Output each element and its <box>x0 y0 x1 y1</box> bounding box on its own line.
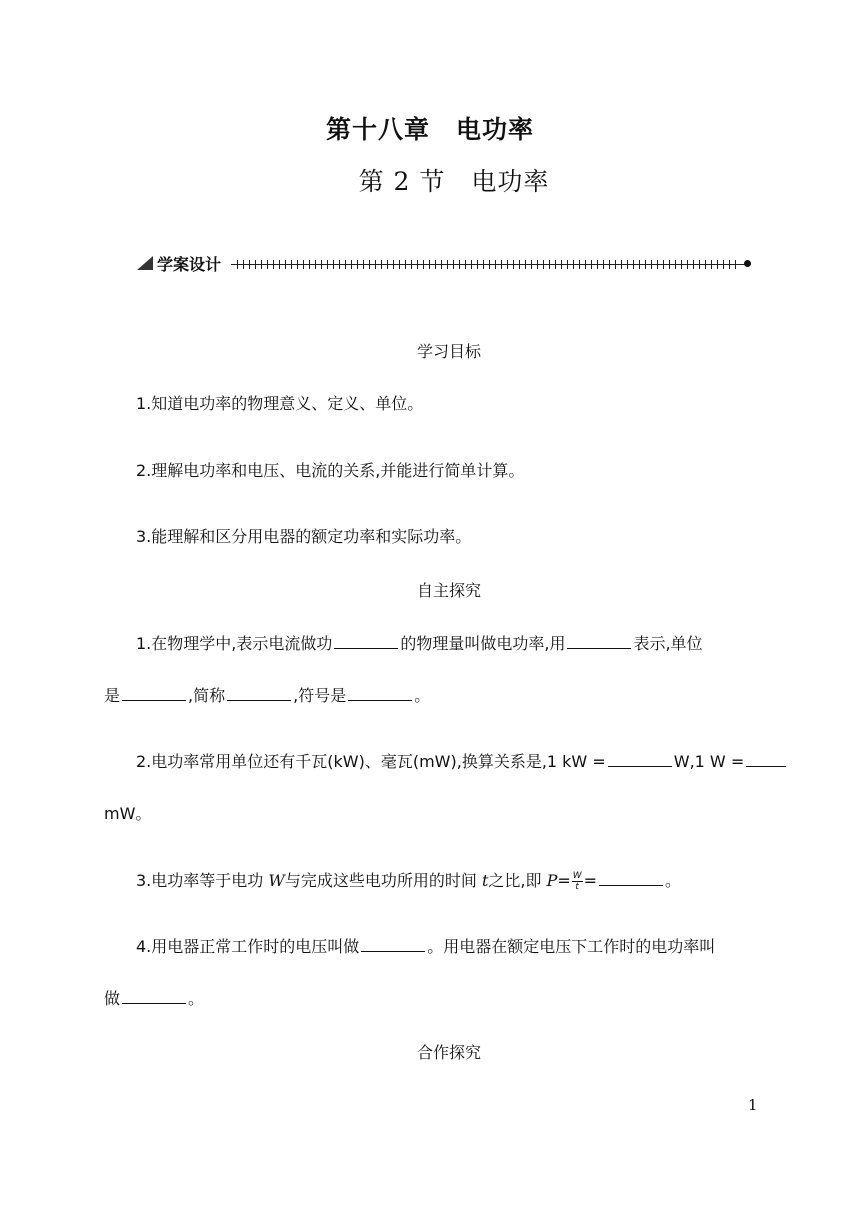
question-2-line-2: mW。 <box>104 804 152 823</box>
section-title: 第 2 节 电功率 <box>358 167 550 196</box>
q1-text-g: 。 <box>414 686 431 705</box>
self-study-heading: 自主探究 <box>416 581 481 600</box>
banner-ticks <box>237 260 741 269</box>
q3-end: 。 <box>665 871 682 890</box>
q1-text-b: 的物理量叫做电功率,用 <box>400 634 566 653</box>
q4-text-a: 4.用电器正常工作时的电压叫做 <box>136 937 360 956</box>
section-banner <box>133 250 753 280</box>
symbol-t: t <box>481 871 489 890</box>
fill-blank[interactable] <box>567 634 631 649</box>
question-1-line-1 <box>136 631 703 654</box>
fill-blank[interactable] <box>599 871 663 886</box>
q2-text-a: 2.电功率常用单位还有千瓦(kW)、毫瓦(mW),换算关系是,1 kW = <box>136 752 606 771</box>
goal-item-1: 1.知道电功率的物理意义、定义、单位。 <box>136 394 424 413</box>
q1-text-c: 表示,单位 <box>633 634 703 653</box>
fraction-denominator: t <box>575 882 579 892</box>
question-3 <box>136 868 681 892</box>
fill-blank[interactable] <box>348 686 412 701</box>
page-number: 1 <box>748 1096 758 1114</box>
learning-goals-heading: 学习目标 <box>416 342 481 361</box>
q4-text-c: 做 <box>104 989 121 1008</box>
fraction-w-over-t <box>572 871 583 892</box>
fill-blank[interactable] <box>227 686 291 701</box>
banner-end-dot <box>744 260 751 267</box>
q4-text-b: 。用电器在额定电压下工作时的电功率叫 <box>427 937 716 956</box>
q3-text-b: 与完成这些电功所用的时间 <box>284 871 477 890</box>
q3-text-c: 之比,即 <box>488 871 542 890</box>
banner-label: 学案设计 <box>157 255 222 274</box>
symbol-w: W <box>268 871 285 890</box>
question-4-line-2 <box>104 986 204 1009</box>
symbol-p: P <box>546 871 558 890</box>
question-4-line-1 <box>136 934 715 957</box>
fill-blank[interactable] <box>334 634 398 649</box>
fill-blank[interactable] <box>361 937 425 952</box>
q1-text-f: ,符号是 <box>293 686 347 705</box>
question-2-line-1 <box>136 749 788 772</box>
triangle-icon <box>137 256 153 270</box>
fill-blank[interactable] <box>746 752 786 767</box>
q1-text-e: ,简称 <box>188 686 226 705</box>
q1-text-a: 1.在物理学中,表示电流做功 <box>136 634 333 653</box>
cooperative-heading: 合作探究 <box>416 1043 481 1062</box>
q4-text-d: 。 <box>188 989 205 1008</box>
chapter-title: 第十八章 电功率 <box>325 115 534 144</box>
fraction-numerator: W <box>572 871 582 881</box>
goal-item-2: 2.理解电功率和电压、电流的关系,并能进行简单计算。 <box>136 461 525 480</box>
fill-blank[interactable] <box>122 686 186 701</box>
question-1-line-2 <box>104 683 430 706</box>
q3-text-a: 3.电功率等于电功 <box>136 871 264 890</box>
fill-blank[interactable] <box>608 752 672 767</box>
q1-text-d: 是 <box>104 686 121 705</box>
equals-sign: = <box>557 871 571 890</box>
fill-blank[interactable] <box>122 989 186 1004</box>
q2-text-b: W,1 W = <box>673 752 745 771</box>
goal-item-3: 3.能理解和区分用电器的额定功率和实际功率。 <box>136 527 472 546</box>
equals-sign: = <box>583 871 598 890</box>
